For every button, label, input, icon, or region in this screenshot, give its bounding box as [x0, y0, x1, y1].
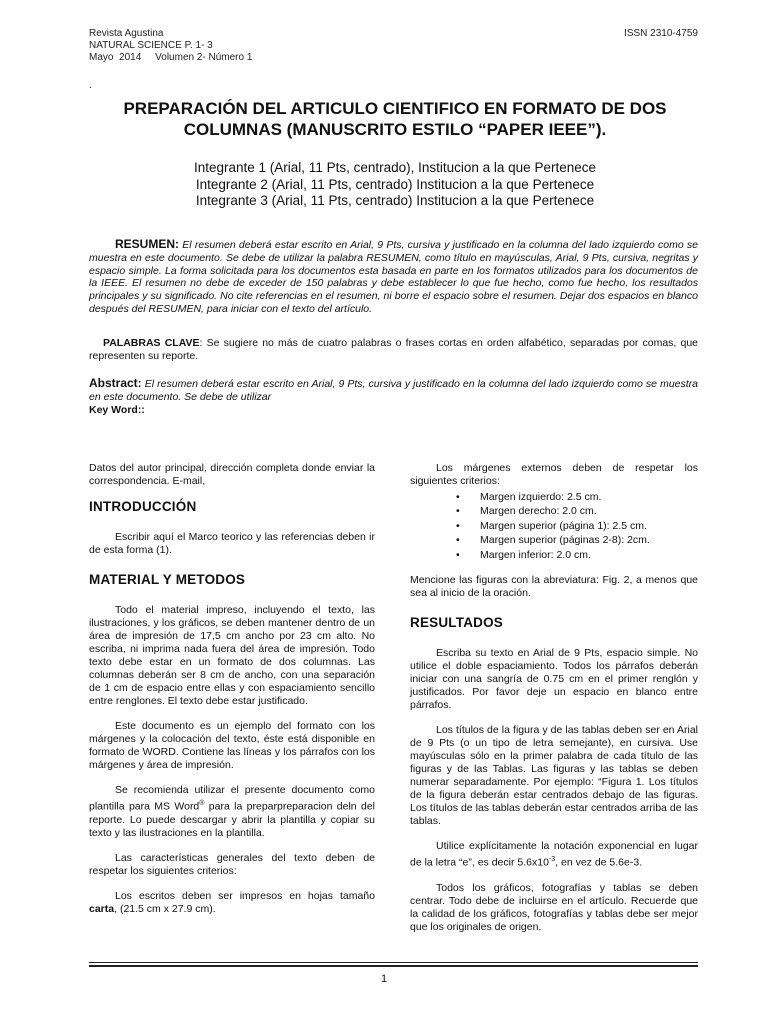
- resumen-text: El resumen deberá estar escrito en Arial, 9 Pts, cursiva y justificado en la columna del lado izquierdo como se muestra en este documento. Se debe de utilizar la palabra RESUMEN, como título en mayúsculas, Arial, 9 Pts, cursiva, negritas y espacio simple. La forma solicitada para los documentos esta basada en parte en los formatos utilizados para los documentos de la IEEE. El resumen no debe de exceder de 150 palabras y debe establecer lo que fue hecho, como fue hecho, los resultados principales y su significado. No cite referencias en el resumen, ni borre el espacio sobre el resumen. Dejar dos espacios en blanco después del RESUMEN, para iniciar con el texto del artículo.: [89, 239, 699, 315]
- journal-issue: Mayo 2014 Volumen 2- Número 1: [89, 52, 253, 63]
- word-template-text-a: Se recomienda utilizar el presente documento como plantilla para MS Word: [89, 784, 375, 813]
- margin-item-right: • Margen derecho: 2.0 cm.: [480, 504, 698, 518]
- stray-dot: .: [89, 80, 92, 91]
- palabras-clave-block: [89, 337, 698, 363]
- exponent-text-b: , en vez de 5.6e-3.: [555, 856, 643, 869]
- heading-resultados: RESULTADOS: [410, 615, 503, 631]
- paper-size-text-b: , (21.5 cm x 27.9 cm).: [114, 902, 216, 915]
- registered-mark: ®: [199, 800, 205, 807]
- margin-item-top-pages: • Margen superior (páginas 2-8): 2cm.: [480, 533, 698, 547]
- intro-paragraph: Escribir aquí el Marco teorico y las referencias deben ir de esta forma (1).: [89, 531, 375, 556]
- resultados-paragraph-4: Todos los gráficos, fotografías y tablas se deben centrar. Todo debe de incluirse en el artículo. Recuerde que la calidad de los gráficos, fotografías y tablas debe ser mejor que los originales de origen.: [410, 881, 698, 933]
- journal-section: NATURAL SCIENCE P. 1- 3: [89, 40, 213, 51]
- issn: ISSN 2310-4759: [624, 28, 698, 39]
- page-number: 1: [380, 973, 388, 985]
- resultados-paragraph-1: Escriba su texto en Arial de 9 Pts, espacio simple. No utilice el doble espaciamiento. Todos los párrafos deberán iniciar con una sangría de 0.75 cm en el primer renglón y justificados. Por favor deje un espacio en blanco entre párrafos.: [410, 647, 698, 712]
- margins-list: [410, 490, 698, 562]
- abstract-block: [89, 377, 698, 404]
- resultados-paragraph-3: [410, 840, 698, 870]
- exponent-sup: -3: [548, 856, 556, 864]
- right-column: [410, 462, 698, 946]
- abstract-text: El resumen deberá estar escrito en Arial, 9 Pts, cursiva y justificado en la columna del lado izquierdo como se muestra en este documento. Se debe de utilizar: [89, 378, 699, 403]
- margin-item-top-page1: • Margen superior (página 1): 2.5 cm.: [480, 519, 698, 533]
- margins-intro-paragraph: Los márgenes externos deben de respetar los siguientes criterios:: [410, 462, 698, 487]
- paper-title: PREPARACIÓN DEL ARTICULO CIENTIFICO EN FORMATO DE DOS COLUMNAS (MANUSCRITO ESTILO “PAPER IEEE”).: [123, 99, 667, 139]
- author-1: Integrante 1 (Arial, 11 Pts, centrado), Institucion a la que Pertenece: [194, 160, 596, 175]
- resultados-paragraph-2: Los títulos de la figura y de las tablas deben ser en Arial de 9 Pts (o un tipo de letra semejante), en cursiva. Use mayúsculas sólo en la primer palabra de cada título de las figuras y de las Tablas. Las figuras y las tablas se deben numerar separadamente. Por ejemplo: “Figura 1. Los títulos de la figura deberán estar centrados debajo de las figuras. Los títulos de las tablas deberán estar centrados arriba de las tablas.: [410, 724, 698, 828]
- heading-introduccion: INTRODUCCIÓN: [89, 499, 197, 514]
- material-paragraph-4: Las características generales del texto deben de respetar los siguientes criterios:: [89, 851, 375, 877]
- palabras-clave-label: PALABRAS CLAVE: [103, 337, 200, 349]
- material-paragraph-5: [89, 890, 375, 916]
- exponent-text-a: Utilice explícitamente la notación exponencial en lugar de la letra “e”, es decir 5.6x10: [410, 840, 698, 869]
- heading-material-metodos: MATERIAL Y METODOS: [89, 572, 246, 587]
- author-contact-paragraph: Datos del autor principal, dirección completa donde enviar la correspondencia. E-mail,: [89, 462, 375, 487]
- figures-paragraph: Mencione las figuras con la abreviatura: Fig. 2, a menos que sea al inicio de la oración.: [410, 574, 698, 600]
- word-template-text-b: para la preparpreparacion deln del reporte. Lo puede descargar y abrir la plantilla y copiar su texto y las ilustraciones en la plantilla.: [89, 800, 375, 839]
- material-paragraph-2: Este documento es un ejemplo del formato con los márgenes y la colocación del texto, éste está disponible en formato de WORD. Contiene las líneas y los párrafos con los márgenes y área de impresión.: [89, 720, 375, 771]
- author-2: Integrante 2 (Arial, 11 Pts, centrado) Institucion a la que Pertenece: [195, 176, 595, 192]
- footer-rule-thin: [89, 962, 698, 963]
- material-paragraph-1: Todo el material impreso, incluyendo el texto, las ilustraciones, y los gráficos, se deben mantener dentro de un área de impresión de 17,5 cm ancho por 23 cm alto. No escriba, ni imprima nada fuera del área de impresión. Todo texto debe estar en un formato de dos columnas. Las columnas deberán ser 8 cm de ancho, con una separación de 1 cm de espacio entre ellas y con espaciamiento sencillo entre renglones. El texto debe estar justificado.: [89, 604, 375, 707]
- margin-item-left: • Margen izquierdo: 2.5 cm.: [480, 490, 698, 504]
- author-list: [95, 160, 695, 210]
- footer-rule-thick: [89, 965, 698, 967]
- margin-item-bottom: • Margen inferior: 2.0 cm.: [480, 548, 698, 562]
- left-column: [89, 462, 375, 928]
- running-header-left: [89, 28, 252, 64]
- material-paragraph-3: [89, 784, 375, 840]
- paper-size-bold: carta: [89, 902, 115, 915]
- journal-name: Revista Agustina: [89, 28, 164, 39]
- resumen-label: RESUMEN:: [115, 237, 180, 251]
- abstract-label: Abstract:: [89, 376, 142, 390]
- palabras-clave-text: : Se sugiere no más de cuatro palabras o frases cortas en orden alfabético, separadas por comas, que representen su reporte.: [89, 337, 699, 362]
- key-word-label: Key Word::: [89, 404, 145, 416]
- author-3: Integrante 3 (Arial, 11 Pts, centrado) Institucion a la que Pertenece: [195, 193, 595, 208]
- paper-size-text-a: Los escritos deben ser impresos en hojas tamaño: [115, 889, 375, 902]
- resumen-block: [89, 238, 698, 316]
